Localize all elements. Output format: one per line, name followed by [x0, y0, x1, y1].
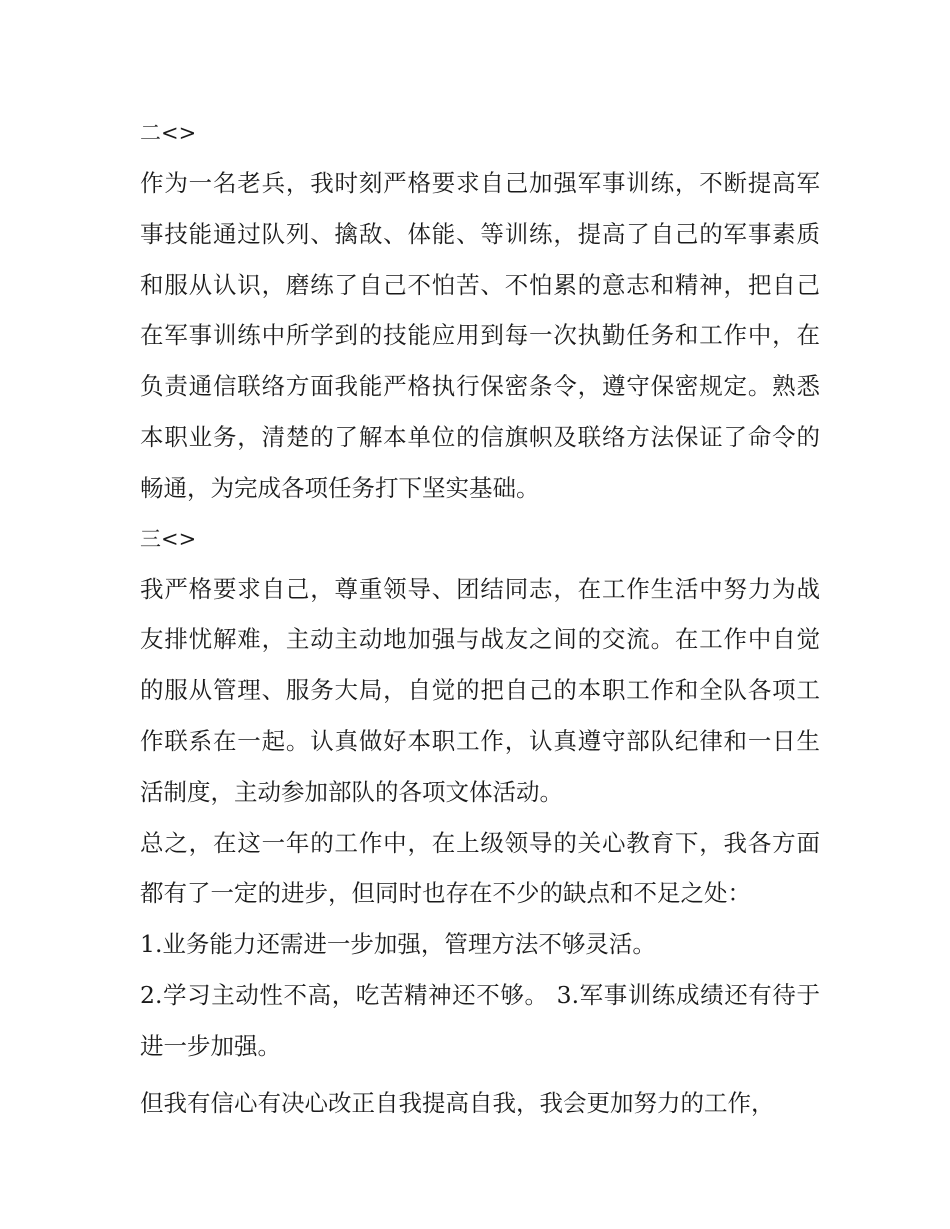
paragraph-military-training: 作为一名老兵，我时刻严格要求自己加强军事训练，不断提高军事技能通过队列、擒敌、体能、等训练，提高了自己的军事素质和服从认识，磨练了自己不怕苦、不怕累的意志和精神，把自己在军事训练中所学到的技能应用到每一次执勤任务和工作中，在负责通信联络方面我能严格执行保密条令，遵守保密规定。熟悉本职业务，清楚的了解本单位的信旗帜及联络方法保证了命令的畅通，为完成各项任务打下坚实基础。 — [140, 169, 820, 502]
section-heading-2: 二<> — [140, 121, 197, 145]
document-body — [140, 108, 820, 1128]
paragraph-discipline: 我严格要求自己，尊重领导、团结同志，在工作生活中努力为战友排忧解难，主动主动地加强与战友之间的交流。在工作中自觉的服从管理、服务大局，自觉的把自己的本职工作和全队各项工作联系在一起。认真做好本职工作，认真遵守部队纪律和一日生活制度，主动参加部队的各项文体活动。 — [140, 574, 820, 806]
section-heading-3: 三<> — [140, 526, 197, 551]
list-item-1: 1.业务能力还需进一步加强，管理方法不够灵活。 — [140, 930, 656, 959]
paragraph-closing: 但我有信心有决心改正自我提高自我，我会更加努力的工作， — [140, 1088, 775, 1117]
list-item-2-3: 2.学习主动性不高，吃苦精神还不够。 3.军事训练成绩还有待于进一步加强。 — [140, 980, 820, 1060]
paragraph-summary: 总之，在这一年的工作中，在上级领导的关心教育下，我各方面都有了一定的进步，但同时也存在不少的缺点和不足之处： — [140, 828, 820, 908]
